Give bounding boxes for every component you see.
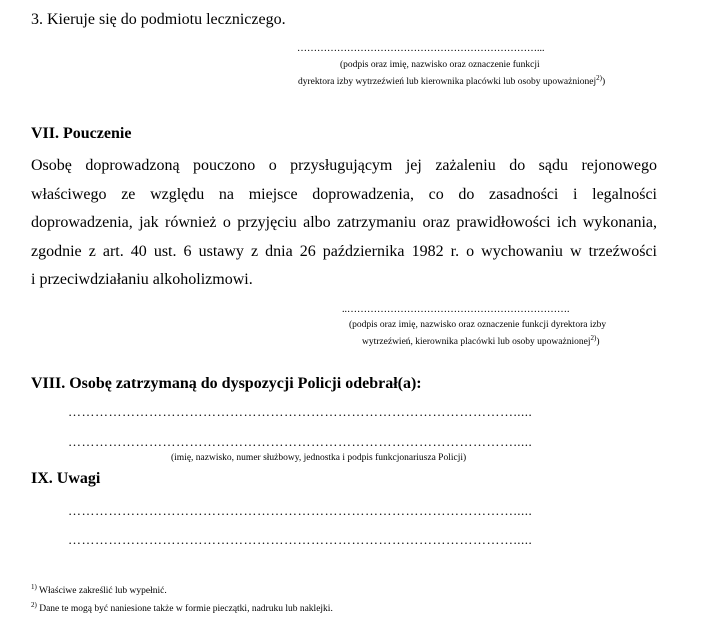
paragraph-line: Osobę doprowadzoną pouczono o przysługującym jej zażaleniu do sądu rejonowego bbox=[31, 157, 657, 174]
remarks-field-1[interactable]: ………………………………………………………………………………………..... bbox=[68, 503, 533, 518]
signature-caption-1-line1: (podpis oraz imię, nazwisko oraz oznaczenie funkcji bbox=[340, 60, 540, 70]
signature-dots-2: ..…………………………………………………………. bbox=[342, 304, 570, 315]
police-officer-caption: (imię, nazwisko, numer służbowy, jednostka i podpis funkcjonariusza Policji) bbox=[171, 453, 467, 463]
signature-caption-1-line2: dyrektora izby wytrzeźwień lub kierownika placówki lub osoby upoważnionej$^{2)}$) bbox=[298, 73, 606, 87]
footnote-2: $^{2)}$ Dane te mogą być naniesione także w formie pieczątki, nadruku lub naklejki. bbox=[31, 600, 333, 614]
remarks-field-2[interactable]: ………………………………………………………………………………………..... bbox=[68, 532, 533, 547]
footnote-1: $^{1)}$ Właściwe zakreślić lub wypełnić. bbox=[31, 582, 167, 596]
paragraph-line: właściwego ze względu na miejsce doprowadzenia, co do zasadności i legalności bbox=[31, 185, 657, 203]
police-officer-field-1[interactable]: ………………………………………………………………………………………..... bbox=[68, 404, 533, 419]
paragraph-line: i przeciwdziałaniu alkoholizmowi. bbox=[31, 271, 253, 288]
signature-caption-2-line2: wytrzeźwień, kierownika placówki lub osoby upoważnionej$^{2)}$) bbox=[362, 333, 600, 347]
section-8-heading: VIII. Osobę zatrzymaną do dyspozycji Policji odebrał(a): bbox=[31, 375, 422, 392]
section-7-heading: VII. Pouczenie bbox=[31, 125, 132, 142]
signature-caption-2-line1: (podpis oraz imię, nazwisko oraz oznaczenie funkcji dyrektora izby bbox=[349, 320, 607, 330]
signature-dots-1: ………………………………………………………………... bbox=[297, 43, 545, 54]
signature-line-2[interactable] bbox=[342, 303, 657, 316]
police-officer-field-2[interactable]: ………………………………………………………………………………………..... bbox=[68, 434, 533, 449]
item-3-text: 3. Kieruje się do podmiotu leczniczego. bbox=[31, 11, 286, 28]
signature-line-1[interactable] bbox=[297, 42, 657, 55]
section-9-heading: IX. Uwagi bbox=[31, 470, 101, 487]
paragraph-line: zgodnie z art. 40 ust. 6 ustawy z dnia 26 października 1982 r. o wychowaniu w trzeźwości bbox=[31, 242, 657, 260]
section-7-paragraph bbox=[31, 152, 657, 295]
paragraph-line: doprowadzenia, jak również o przyjęciu albo zatrzymaniu oraz prawidłowości ich wykonania, bbox=[31, 214, 657, 231]
